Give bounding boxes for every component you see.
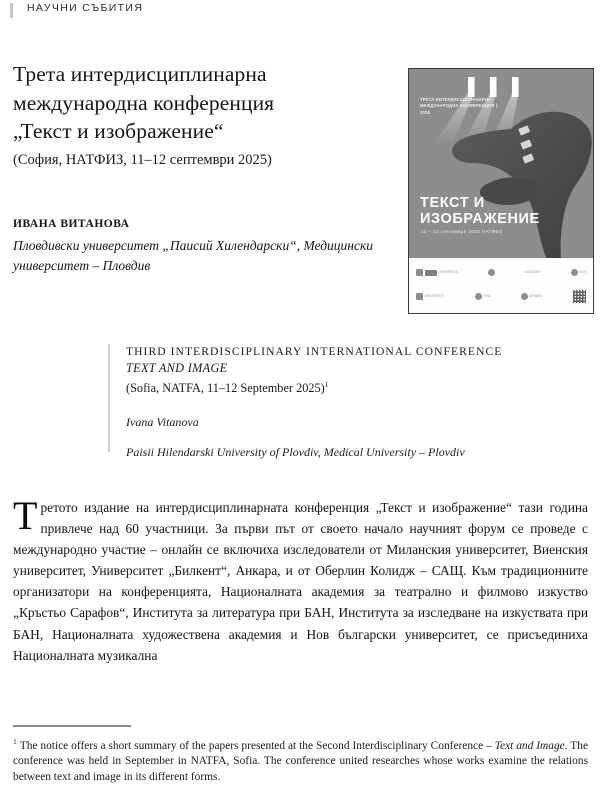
footnote-text-part-2: . The conference was held in September in NATFA, Sofia. The conference united researches whose works examine the relations between text and image in its different forms. <box>13 739 589 783</box>
page-title-line-2: международна конференция <box>13 90 275 115</box>
logo-university-icon: UNIVERSITY <box>416 293 444 300</box>
english-conference-title: TEXT AND IMAGE <box>126 361 228 375</box>
running-head-label: НАУЧНИ СЪБИТИЯ <box>27 2 144 14</box>
page-subtitle: (София, НАТФИЗ, 11–12 септември 2025) <box>13 151 272 168</box>
running-head-rule <box>10 3 13 18</box>
article-body <box>13 493 588 666</box>
english-conference-place <box>126 376 594 397</box>
english-place-text: (Sofia, NATFA, 11–12 September 2025) <box>126 381 325 396</box>
poster-header-text: ТРЕТА ИНТЕРДИСЦИПЛИНАРНА МЕЖДУНАРОДНА КОНФЕРЕНЦИЯ | 2025 <box>420 97 498 115</box>
poster-title <box>420 195 540 227</box>
poster-dates: 11 – 12 септември 2025 НАТФИЗ <box>421 229 503 234</box>
conference-poster-image <box>408 68 594 314</box>
english-abstract-block <box>108 344 594 461</box>
logo-natfa-icon: UNIVERSITA <box>416 269 458 276</box>
poster-logo-row-2 <box>416 290 586 303</box>
logo-art-academy-icon: НХА <box>475 293 490 300</box>
qr-code-icon <box>573 290 586 303</box>
logo-music-academy-icon: МУЗИКА <box>521 293 543 300</box>
logo-institute-icon <box>488 269 495 276</box>
page-title-line-1: Трета интердисциплинарна <box>13 62 267 86</box>
english-block-rule <box>108 344 110 452</box>
english-author-name: Ivana Vitanova <box>126 415 199 430</box>
logo-bas-icon: БАН <box>571 269 586 276</box>
running-head <box>0 0 600 26</box>
footnote-block <box>13 725 588 785</box>
author-affiliation: Пловдивски университет „Паисий Хилендарски“, Медицински университет – Пловдив <box>13 238 374 273</box>
poster-title-line-2: ИЗОБРАЖЕНИЕ <box>420 211 540 227</box>
author-name: ИВАНА ВИТАНОВА <box>13 218 130 230</box>
drop-cap: Т <box>13 493 38 538</box>
poster-logo-row-1 <box>416 269 586 276</box>
footnote-separator-rule <box>13 725 131 727</box>
footnote-text-part-1: The notice offers a short summary of the papers presented at the Second Interdisciplinary Conference – <box>19 739 495 752</box>
footnote-text <box>13 734 588 786</box>
footnote-italic-title: Text and Image <box>494 739 565 752</box>
poster-logo-strip <box>409 258 593 313</box>
page-title-line-3: „Текст и изображение“ <box>13 119 224 143</box>
footnote-marker: 1 <box>13 736 17 746</box>
footnote-marker-inline: 1 <box>324 380 329 389</box>
english-author-affiliation: Paisii Hilendarski University of Plovdiv, Medical University – Plovdiv <box>126 445 465 460</box>
logo-academy-icon: ACADEMY <box>524 269 541 274</box>
article-headline <box>13 60 398 170</box>
poster-title-line-1: ТЕКСТ И <box>420 195 485 211</box>
english-conference-name: THIRD INTERDISCIPLINARY INTERNATIONAL CONFERENCE <box>126 345 503 358</box>
body-paragraph: ретото издание на интердисциплинарната конференция „Текст и изображение“ тази година привлече над 60 участници. За първи път от своето начало научният форум се проведе с международно участие – онлайн се включиха изследователи от Миланския университет, Виенския университет, Университет „Билкент“, Анкара, и от Оберлин Колидж – САЩ. Към традиционните организатори на конференцията, Националната академия за театрално и филмово изкуство „Кръстьо Сарафов“, Института за литература при БАН, Института за изследване на изкуствата при БАН, Националната художествена академия и Нов български университет, се присъединиха Националната музикална <box>13 500 588 663</box>
